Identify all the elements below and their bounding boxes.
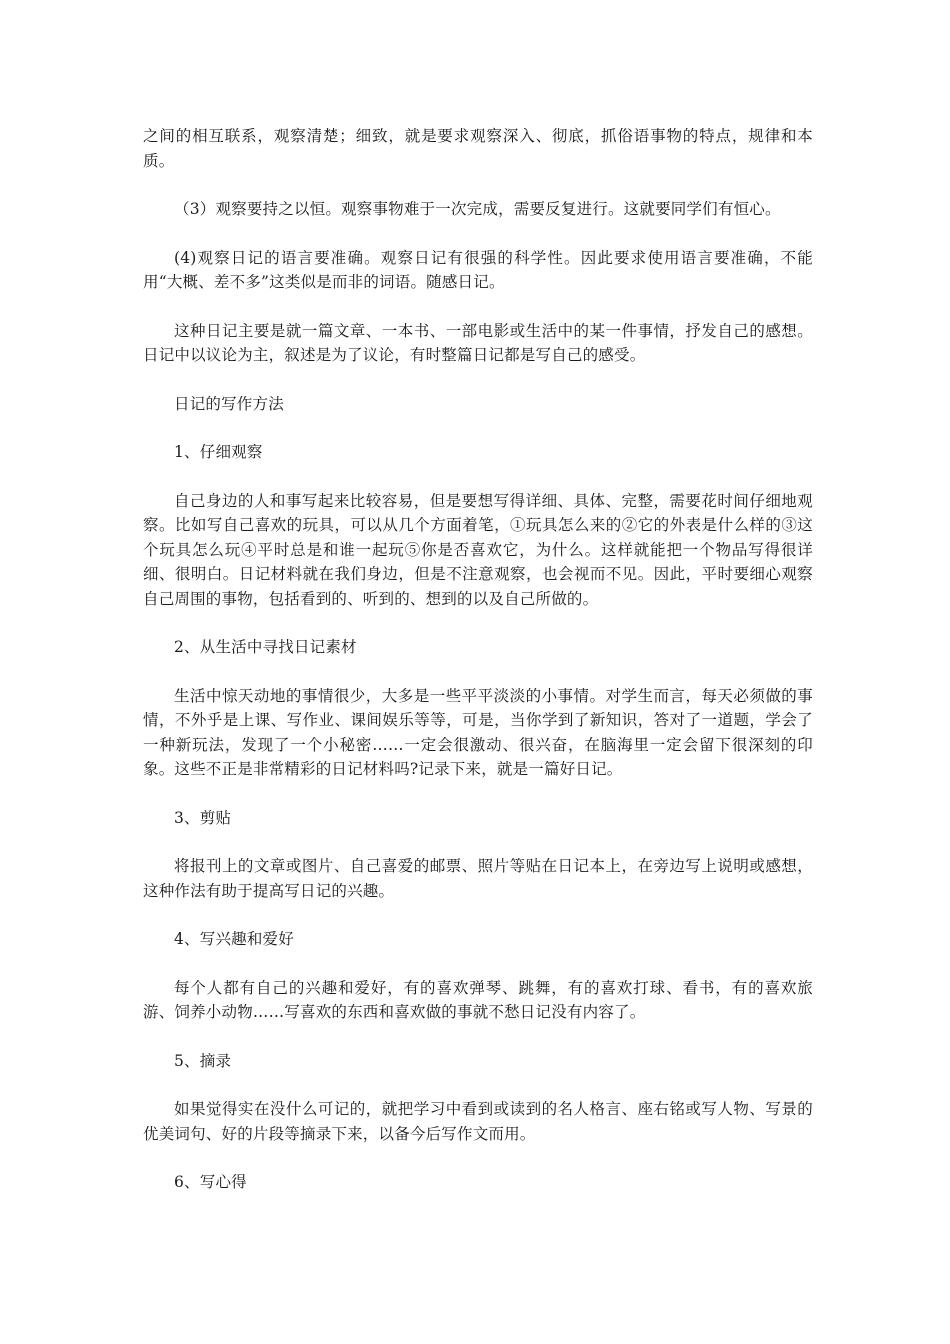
method-heading-3: 3、剪贴 [174,808,232,827]
document-page [143,124,813,1195]
method-body-4: 每个人都有自己的兴趣和爱好，有的喜欢弹琴、跳舞，有的喜欢打球、看书，有的喜欢旅游、饲养小动物……写喜欢的东西和喜欢做的事就不愁日记没有内容了。 [143,978,813,1021]
method-heading-5: 5、摘录 [174,1051,232,1070]
paragraph-continuation: 之间的相互联系，观察清楚；细致，就是要求观察深入、彻底，抓俗语事物的特点，规律和本质。 [143,127,813,170]
method-heading-6: 6、写心得 [174,1173,247,1191]
method-heading-2: 2、从生活中寻找日记素材 [174,638,357,656]
method-body-5: 如果觉得实在没什么可记的，就把学习中看到或读到的名人格言、座右铭或写人物、写景的优美词句、好的片段等摘录下来，以备今后写作文而用。 [143,1100,813,1143]
section-heading-writing-methods: 日记的写作方法 [174,394,284,413]
paragraph-observe-persist: （3）观察要持之以恒。观察事物难于一次完成，需要反复进行。这就要同学们有恒心。 [174,200,781,218]
method-body-2: 生活中惊天动地的事情很少，大多是一些平平淡淡的小事情。对学生而言，每天必须做的事情，不外乎是上课、写作业、课间娱乐等等，可是，当你学到了新知识，答对了一道题，学会了一种新玩法，发现了一个小秘密……一定会很激动、很兴奋，在脑海里一定会留下很深刻的印象。这些不正是非常精彩的日记材料吗?记录下来，就是一篇好日记。 [143,686,813,778]
method-heading-4: 4、写兴趣和爱好 [174,930,294,948]
method-body-1: 自己身边的人和事写起来比较容易，但是要想写得详细、具体、完整，需要花时间仔细地观察。比如写自己喜欢的玩具，可以从几个方面着笔，①玩具怎么来的②它的外表是什么样的③这个玩具怎么玩④平时总是和谁一起玩⑤你是否喜欢它，为什么。这样就能把一个物品写得很详细、很明白。日记材料就在我们身边，但是不注意观察，也会视而不见。因此，平时要细心观察自己周围的事物，包括看到的、听到的、想到的以及自己所做的。 [143,491,813,608]
paragraph-reflection-diary: 这种日记主要是就一篇文章、一本书、一部电影或生活中的某一件事情，抒发自己的感想。日记中以议论为主，叙述是为了议论，有时整篇日记都是写自己的感受。 [143,321,813,364]
method-body-3: 将报刊上的文章或图片、自己喜爱的邮票、照片等贴在日记本上，在旁边写上说明或感想，这种作法有助于提高写日记的兴趣。 [143,857,813,900]
paragraph-observe-language: (4)观察日记的语言要准确。观察日记有很强的科学性。因此要求使用语言要准确，不能用“大概、差不多”这类似是而非的词语。随感日记。 [143,248,813,291]
method-heading-1: 1、仔细观察 [174,443,263,461]
